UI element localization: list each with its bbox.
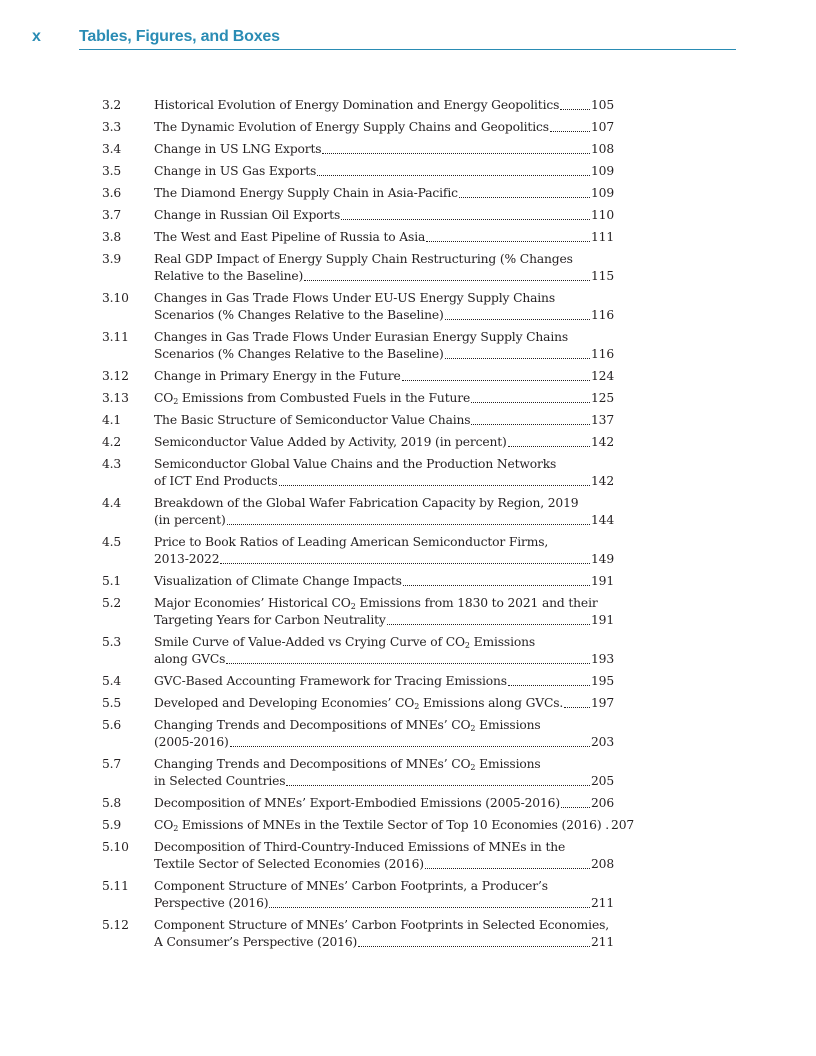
- entry-title: in Selected Countries: [154, 774, 286, 788]
- entry-page-number: 109: [590, 186, 614, 200]
- entry-page-number: 116: [590, 308, 614, 322]
- entry-title: of ICT End Products: [154, 474, 278, 488]
- entry-page-number: 142: [590, 474, 614, 488]
- entry-number: 4.3: [102, 457, 122, 471]
- entry-number: 5.11: [102, 879, 129, 893]
- entry-title: The Dynamic Evolution of Energy Supply Chains and Geopolitics: [154, 120, 549, 134]
- entry-number: 4.2: [102, 435, 122, 449]
- dot-leader: [508, 445, 590, 447]
- dot-leader: [508, 684, 590, 686]
- entry-page-number: 108: [590, 142, 614, 156]
- entry-number: 3.9: [102, 252, 122, 266]
- dot-leader: [402, 379, 590, 381]
- toc-entry[interactable]: [102, 634, 614, 668]
- toc-entry[interactable]: [102, 917, 614, 951]
- entry-title-line: Component Structure of MNEs’ Carbon Footprints in Selected Economies,: [154, 918, 609, 932]
- entry-number: 4.4: [102, 496, 122, 510]
- dot-leader: [269, 906, 590, 908]
- entry-page-number: 211: [590, 935, 614, 949]
- toc-entry[interactable]: [102, 97, 614, 114]
- entry-title: A Consumer’s Perspective (2016): [154, 935, 358, 949]
- entry-title: Historical Evolution of Energy Domination and Energy Geopolitics: [154, 98, 560, 112]
- entry-title-line: Component Structure of MNEs’ Carbon Footprints, a Producer’s: [154, 879, 548, 893]
- entry-number: 5.7: [102, 757, 122, 771]
- page-number: x: [32, 28, 41, 45]
- entry-page-number: 105: [590, 98, 614, 112]
- entry-page-number: 137: [590, 413, 614, 427]
- entry-title: 2013-2022: [154, 552, 220, 566]
- entry-number: 5.5: [102, 696, 122, 710]
- entry-title-line: Smile Curve of Value-Added vs Crying Curve of $CO_2$ Emissions: [154, 635, 536, 650]
- entry-number: 3.12: [102, 369, 129, 383]
- entry-title-line: Changing Trends and Decompositions of MNEs’ $CO_2$ Emissions: [154, 757, 541, 772]
- toc-entry[interactable]: [102, 839, 614, 873]
- dot-leader: [471, 401, 590, 403]
- toc-entry[interactable]: [102, 878, 614, 912]
- entry-title: Developed and Developing Economies’ $CO_2$ Emissions along GVCs.: [154, 696, 564, 711]
- toc-entry[interactable]: [102, 412, 614, 429]
- entry-page-number: 109: [590, 164, 614, 178]
- entry-number: 3.11: [102, 330, 129, 344]
- entry-title: Change in Russian Oil Exports: [154, 208, 341, 222]
- toc-entry[interactable]: [102, 290, 614, 324]
- entry-title-line: Decomposition of Third-Country-Induced Emissions of MNEs in the: [154, 840, 566, 854]
- entry-title: (in percent): [154, 513, 226, 527]
- dot-leader: [286, 784, 590, 786]
- dot-leader: [426, 240, 590, 242]
- dot-leader: [387, 623, 590, 625]
- dot-leader: [220, 562, 590, 564]
- entry-number: 3.5: [102, 164, 122, 178]
- section-title: Tables, Figures, and Boxes: [79, 28, 280, 45]
- figure-list: [102, 97, 635, 951]
- dot-leader: [358, 945, 590, 947]
- toc-entry[interactable]: [102, 119, 614, 136]
- entry-number: 5.8: [102, 796, 122, 810]
- entry-title: Targeting Years for Carbon Neutrality: [154, 613, 386, 627]
- entry-title: $CO_2$ Emissions of MNEs in the Textile Sector of Top 10 Economies (2016) .: [154, 818, 610, 833]
- entry-number: 5.1: [102, 574, 122, 588]
- entry-title: Change in Primary Energy in the Future: [154, 369, 401, 383]
- entry-number: 3.4: [102, 142, 122, 156]
- toc-entry[interactable]: [102, 756, 614, 790]
- toc-entry[interactable]: [102, 207, 614, 224]
- entry-number: 5.12: [102, 918, 129, 932]
- toc-entry[interactable]: [102, 141, 614, 158]
- entry-title-line: Changing Trends and Decompositions of MNEs’ $CO_2$ Emissions: [154, 718, 541, 733]
- header-rule: [79, 49, 736, 50]
- toc-entry[interactable]: [102, 595, 614, 629]
- entry-title: Visualization of Climate Change Impacts: [154, 574, 402, 588]
- entry-page-number: 197: [590, 696, 614, 710]
- toc-entry[interactable]: [102, 695, 614, 712]
- entry-page-number: 207: [611, 818, 635, 832]
- dot-leader: [560, 108, 590, 110]
- entry-title-line: Major Economies’ Historical $CO_2$ Emissions from 1830 to 2021 and their: [154, 596, 598, 611]
- toc-entry[interactable]: [102, 229, 614, 246]
- entry-page-number: 142: [590, 435, 614, 449]
- entry-page-number: 116: [590, 347, 614, 361]
- entry-title: Change in US LNG Exports: [154, 142, 322, 156]
- toc-entry[interactable]: [102, 717, 614, 751]
- entry-title: Scenarios (% Changes Relative to the Baseline): [154, 308, 444, 322]
- entry-number: 5.10: [102, 840, 129, 854]
- dot-leader: [279, 484, 590, 486]
- entry-page-number: 206: [590, 796, 614, 810]
- dot-leader: [227, 523, 590, 525]
- toc-entry[interactable]: [102, 573, 614, 590]
- entry-title: along GVCs: [154, 652, 226, 666]
- entry-title: Change in US Gas Exports: [154, 164, 317, 178]
- dot-leader: [550, 130, 590, 132]
- entry-title: $CO_2$ Emissions from Combusted Fuels in the Future: [154, 391, 471, 406]
- entry-page-number: 211: [590, 896, 614, 910]
- entry-page-number: 107: [590, 120, 614, 134]
- entry-page-number: 111: [590, 230, 614, 244]
- entry-number: 5.4: [102, 674, 122, 688]
- entry-number: 3.2: [102, 98, 122, 112]
- entry-number: 5.9: [102, 818, 122, 832]
- entry-title-line: Semiconductor Global Value Chains and the Production Networks: [154, 457, 557, 471]
- dot-leader: [317, 174, 590, 176]
- entry-title: Relative to the Baseline): [154, 269, 304, 283]
- entry-title: GVC-Based Accounting Framework for Tracing Emissions: [154, 674, 507, 688]
- entry-title: Scenarios (% Changes Relative to the Baseline): [154, 347, 444, 361]
- entry-number: 3.7: [102, 208, 122, 222]
- dot-leader: [561, 806, 590, 808]
- dot-leader: [445, 318, 590, 320]
- dot-leader: [304, 279, 590, 281]
- toc-entry[interactable]: [102, 368, 614, 385]
- entry-number: 3.6: [102, 186, 122, 200]
- entry-title-line: Price to Book Ratios of Leading American Semiconductor Firms,: [154, 535, 549, 549]
- entry-title: Textile Sector of Selected Economies (2016): [154, 857, 424, 871]
- entry-page-number: 205: [590, 774, 614, 788]
- entry-page-number: 115: [590, 269, 614, 283]
- dot-leader: [341, 218, 590, 220]
- entry-title: The Basic Structure of Semiconductor Value Chains: [154, 413, 471, 427]
- toc-entry[interactable]: [102, 673, 614, 690]
- toc-entry[interactable]: [102, 434, 614, 451]
- entry-title: Perspective (2016): [154, 896, 269, 910]
- toc-entry[interactable]: [102, 163, 614, 180]
- dot-leader: [445, 357, 590, 359]
- entry-page-number: 110: [590, 208, 614, 222]
- entry-page-number: 208: [590, 857, 614, 871]
- entry-title: Semiconductor Value Added by Activity, 2019 (in percent): [154, 435, 507, 449]
- entry-title: The West and East Pipeline of Russia to Asia: [154, 230, 426, 244]
- dot-leader: [564, 706, 590, 708]
- entry-number: 3.8: [102, 230, 122, 244]
- entry-page-number: 124: [590, 369, 614, 383]
- toc-entry[interactable]: [102, 251, 614, 285]
- entry-number: 5.3: [102, 635, 122, 649]
- dot-leader: [403, 584, 590, 586]
- entry-title: Decomposition of MNEs’ Export-Embodied Emissions (2005-2016): [154, 796, 560, 810]
- entry-page-number: 193: [590, 652, 614, 666]
- entry-page-number: 203: [590, 735, 614, 749]
- dot-leader: [471, 423, 590, 425]
- toc-entry[interactable]: [102, 534, 614, 568]
- entry-page-number: 144: [590, 513, 614, 527]
- toc-entry[interactable]: [102, 329, 614, 363]
- entry-number: 3.3: [102, 120, 122, 134]
- entry-page-number: 191: [590, 574, 614, 588]
- toc-entry[interactable]: [102, 817, 635, 834]
- entry-page-number: 191: [590, 613, 614, 627]
- entry-title-line: Breakdown of the Global Wafer Fabrication Capacity by Region, 2019: [154, 496, 579, 510]
- entry-page-number: 195: [590, 674, 614, 688]
- entry-number: 4.1: [102, 413, 122, 427]
- dot-leader: [230, 745, 590, 747]
- entry-number: 4.5: [102, 535, 122, 549]
- entry-title: (2005-2016): [154, 735, 229, 749]
- entry-title: The Diamond Energy Supply Chain in Asia-Pacific: [154, 186, 458, 200]
- entry-page-number: 149: [590, 552, 614, 566]
- entry-title-line: Real GDP Impact of Energy Supply Chain Restructuring (% Changes: [154, 252, 573, 266]
- dot-leader: [425, 867, 590, 869]
- dot-leader: [459, 196, 590, 198]
- toc-entry[interactable]: [102, 456, 614, 490]
- entry-title-line: Changes in Gas Trade Flows Under EU-US Energy Supply Chains: [154, 291, 555, 305]
- entry-title-line: Changes in Gas Trade Flows Under Eurasian Energy Supply Chains: [154, 330, 569, 344]
- toc-entry[interactable]: [102, 390, 614, 407]
- entry-page-number: 125: [590, 391, 614, 405]
- dot-leader: [322, 152, 589, 154]
- toc-entry[interactable]: [102, 795, 614, 812]
- dot-leader: [226, 662, 590, 664]
- toc-entry[interactable]: [102, 185, 614, 202]
- entry-number: 3.10: [102, 291, 129, 305]
- entry-number: 3.13: [102, 391, 129, 405]
- entry-number: 5.6: [102, 718, 122, 732]
- toc-entry[interactable]: [102, 495, 614, 529]
- entry-number: 5.2: [102, 596, 122, 610]
- page-header: [0, 0, 816, 60]
